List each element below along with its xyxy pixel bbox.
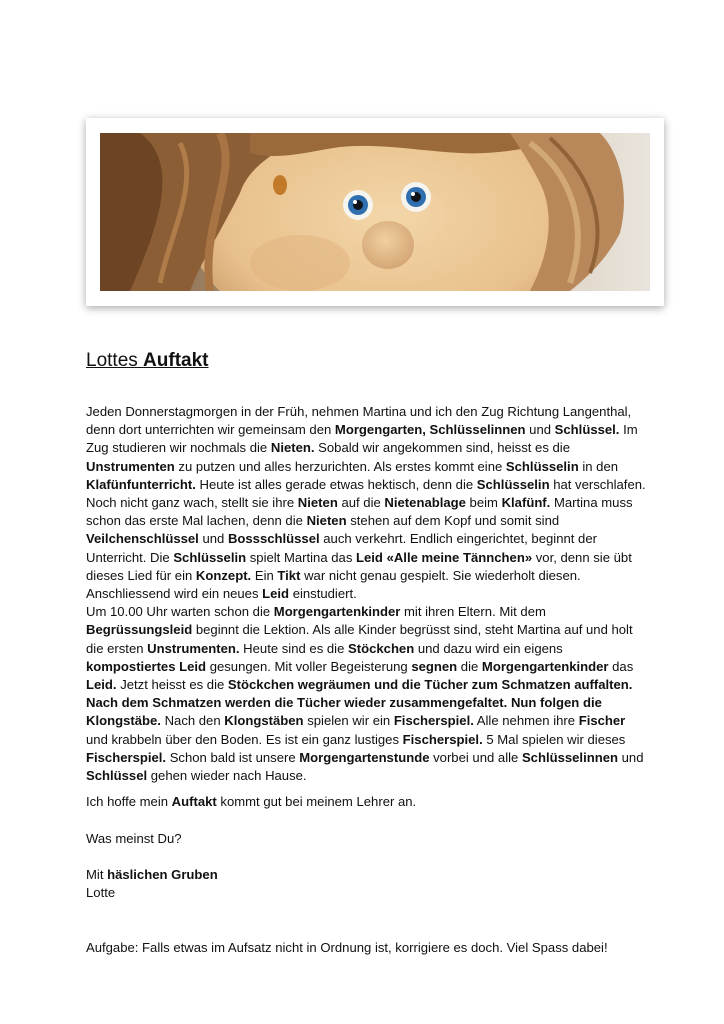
- hope-post: kommt gut bei meinem Lehrer an.: [216, 794, 417, 809]
- bold-word: Stöckchen: [348, 640, 415, 656]
- bold-word: Klafünfunterricht.: [86, 476, 196, 492]
- text-segment: und krabbeln über den Boden. Es ist ein ganz lustiges: [86, 731, 403, 747]
- text-segment: war nicht genau gespielt. Sie wiederholt diesen. Anschliessend wird ein neues: [86, 567, 581, 602]
- text-segment: und: [525, 422, 555, 438]
- text-segment: Heute ist alles gerade etwas hektisch, denn die: [195, 476, 477, 492]
- bold-word: Konzept.: [195, 567, 252, 583]
- text-segment: beginnt die Lektion. Als alle Kinder begrüsst sind, steht Martina auf und holt die ersten: [86, 622, 633, 656]
- bold-word: Schlüsselin: [476, 476, 550, 492]
- task-text: Aufgabe: Falls etwas im Aufsatz nicht in Ordnung ist, korrigiere es doch. Viel Spass dabei!: [86, 940, 608, 955]
- bold-word: Schlüssel: [86, 768, 148, 784]
- bold-word: Stöckchen wegräumen und die Tücher zum Schmatzen auffalten. Nach dem Schmatzen werden die Tücher wieder zusammengefaltet. Nun folgen die Klongstäbe.: [86, 677, 633, 729]
- bold-word: Schlüssel.: [554, 422, 620, 438]
- story-paragraph-2: [86, 603, 646, 785]
- puppet-photo-graphic: [100, 133, 650, 291]
- bold-word: Fischerspiel.: [86, 749, 167, 765]
- text-segment: einstudiert.: [289, 586, 357, 602]
- text-segment: spielt Martina das: [246, 549, 356, 565]
- page-title: [86, 350, 209, 372]
- bold-word: Leid: [262, 586, 290, 602]
- hope-pre: Ich hoffe mein: [86, 794, 172, 809]
- text-segment: beim: [465, 495, 502, 511]
- story-body: [86, 403, 646, 785]
- bold-word: Bossschlüssel: [227, 531, 320, 547]
- text-segment: und dazu wird ein eigens: [414, 640, 563, 656]
- text-segment: Um 10.00 Uhr warten schon die: [86, 604, 274, 620]
- bold-word: Klafünf.: [501, 495, 551, 511]
- question-paragraph: [86, 830, 646, 848]
- signoff-pre: Mit: [86, 867, 108, 882]
- bold-word: kompostiertes Leid: [86, 658, 207, 674]
- text-segment: Jeden Donnerstagmorgen in der Früh, nehmen Martina und ich den Zug Richtung Langenthal, denn dort unterrichten wir gemeinsam den: [86, 404, 632, 438]
- text-segment: Alle nehmen ihre: [473, 713, 579, 729]
- hope-paragraph: [86, 793, 646, 811]
- bold-word: Nieten: [297, 495, 338, 511]
- photo-frame: [86, 118, 664, 306]
- text-segment: Heute sind es die: [239, 640, 348, 656]
- text-segment: Schon bald ist unsere: [166, 749, 300, 765]
- text-segment: in den: [578, 458, 619, 474]
- text-segment: spielen wir ein: [303, 713, 394, 729]
- bold-word: Fischerspiel.: [393, 713, 474, 729]
- bold-word: Schlüsselin: [505, 458, 579, 474]
- hope-bold: Auftakt: [171, 794, 217, 809]
- bold-word: Schlüsselin: [173, 549, 247, 565]
- bold-word: Unstrumenten: [86, 458, 175, 474]
- text-segment: das: [608, 658, 634, 674]
- bold-word: Schlüsselinnen: [521, 749, 618, 765]
- text-segment: hat verschlafen. Noch nicht ganz wach, stellt sie ihre: [86, 476, 646, 511]
- puppet-photo: [100, 133, 650, 291]
- bold-word: Klongstäben: [224, 713, 304, 729]
- text-segment: auf die: [337, 495, 385, 511]
- bold-word: Fischer: [578, 713, 626, 729]
- title-bold: Auftakt: [143, 350, 209, 371]
- text-segment: zu putzen und alles herzurichten. Als erstes kommt eine: [174, 458, 506, 474]
- text-segment: Nach den: [160, 713, 225, 729]
- text-segment: und: [618, 749, 644, 765]
- bold-word: Nietenablage: [384, 495, 466, 511]
- text-segment: stehen auf dem Kopf und somit sind: [346, 513, 560, 529]
- bold-word: Nieten.: [270, 440, 315, 456]
- text-segment: gehen wieder nach Hause.: [147, 768, 307, 784]
- text-segment: Im Zug studieren wir nochmals die: [86, 422, 638, 456]
- text-segment: vorbei und alle: [429, 749, 522, 765]
- signoff-bold: häslichen Gruben: [107, 867, 218, 882]
- bold-word: Morgengarten, Schlüsselinnen: [334, 422, 526, 438]
- bold-word: segnen: [411, 658, 458, 674]
- question-text: Was meinst Du?: [86, 831, 182, 846]
- bold-word: Nieten: [306, 513, 347, 529]
- bold-word: Unstrumenten.: [147, 640, 240, 656]
- bold-word: Morgengartenkinder: [481, 658, 609, 674]
- bold-word: Leid.: [86, 677, 117, 693]
- signoff: [86, 866, 646, 902]
- bold-word: Leid: [356, 549, 383, 565]
- signoff-name: Lotte: [86, 885, 116, 901]
- text-segment: mit ihren Eltern. Mit dem: [400, 604, 546, 620]
- bold-word: Morgengartenkinder: [273, 604, 401, 620]
- text-segment: Jetzt heisst es die: [116, 677, 228, 693]
- bold-word: Begrüssungsleid: [86, 622, 193, 638]
- text-segment: Martina muss schon das erste Mal lachen, denn die: [86, 495, 633, 529]
- bold-word: Tikt: [277, 567, 301, 583]
- text-segment: gesungen. Mit voller Begeisterung: [206, 658, 412, 674]
- title-normal: Lottes: [86, 350, 144, 371]
- text-segment: vor, denn sie übt dieses Lied für ein: [86, 549, 632, 583]
- text-segment: Ein: [251, 567, 278, 583]
- bold-word: «Alle meine Tännchen»: [386, 549, 533, 565]
- text-segment: 5 Mal spielen wir dieses: [482, 731, 626, 747]
- task-paragraph: [86, 939, 646, 957]
- bold-word: Veilchenschlüssel: [86, 531, 199, 547]
- text-segment: die: [457, 658, 482, 674]
- text-segment: auch verkehrt. Endlich eingerichtet, beginnt der Unterricht. Die: [86, 531, 597, 565]
- text-segment: und: [198, 531, 228, 547]
- bold-word: Fischerspiel.: [402, 731, 483, 747]
- bold-word: Morgengartenstunde: [299, 749, 430, 765]
- text-segment: Sobald wir angekommen sind, heisst es die: [314, 440, 570, 456]
- story-paragraph-1: [86, 403, 646, 603]
